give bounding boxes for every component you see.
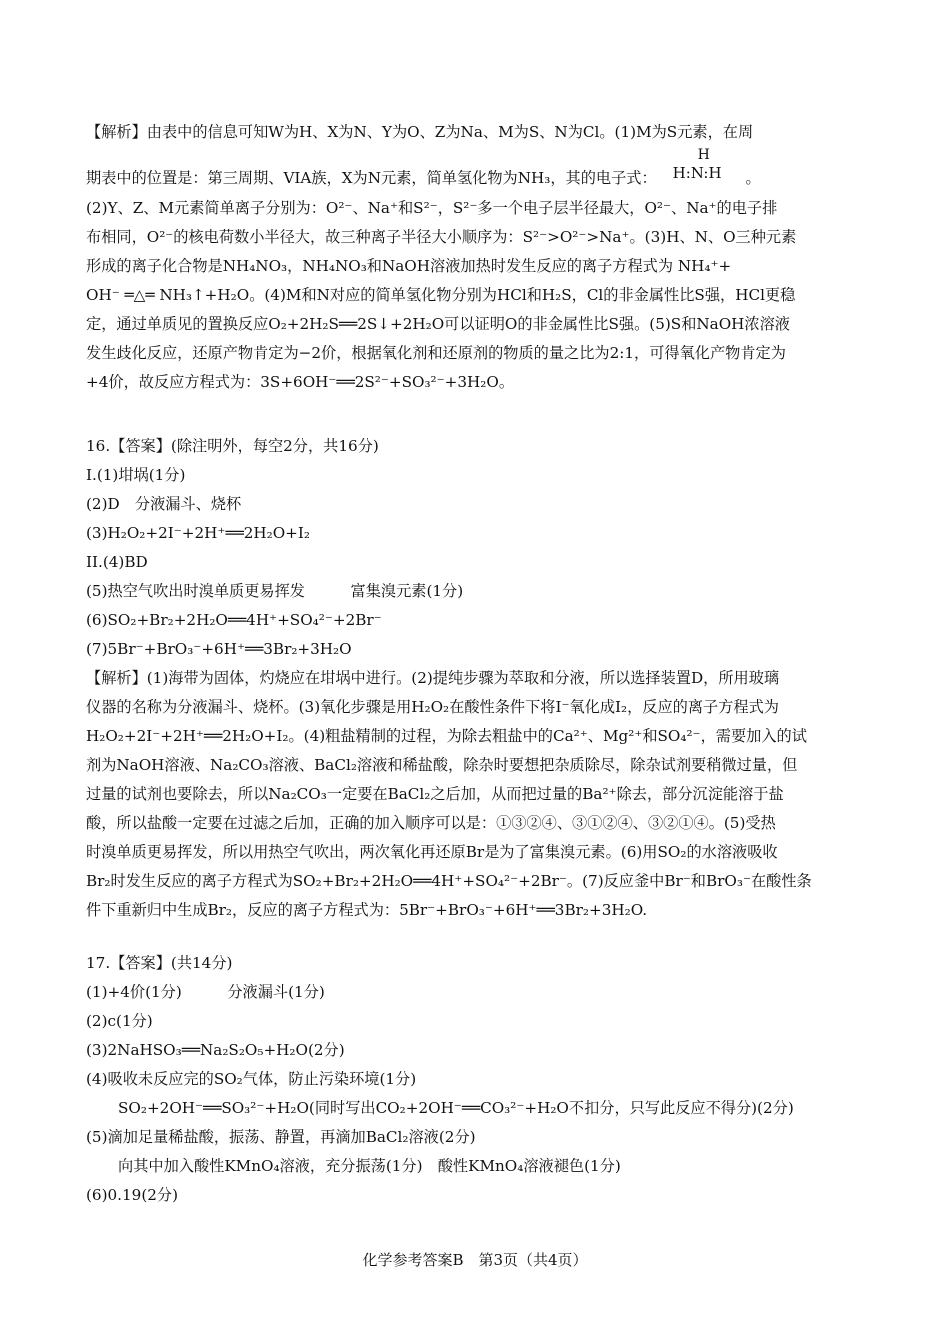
analysis-label: 【解析】 [86, 123, 147, 141]
analysis-15-line-7: 定，通过单质见的置换反应O₂+2H₂S══2S↓+2H₂O可以证明O的非金属性比S强。(5)S和NaOH浓溶液 [86, 314, 790, 333]
q16-analysis-line-1: 【解析】(1)海带为固体，灼烧应在坩埚中进行。(2)提纯步骤为萃取和分液，所以选择装置D，所用玻璃 [86, 669, 780, 687]
analysis-15-line-4: 布相同，O²⁻的核电荷数小半径大，故三种离子半径大小顺序为：S²⁻>O²⁻>Na⁺。(3)H、N、O三种元素 [86, 227, 797, 246]
analysis-15-line-1: 【解析】由表中的信息可知W为H、X为N、Y为O、Z为Na、M为S、N为Cl。(1)M为S元素，在周 [86, 123, 754, 141]
analysis-15-line-9: +4价，故反应方程式为：3S+6OH⁻══2S²⁻+SO₃²⁻+3H₂O。 [86, 372, 515, 391]
q16-analysis-line-3: H₂O₂+2I⁻+2H⁺══2H₂O+I₂。(4)粗盐精制的过程，为除去粗盐中的Ca²⁺、Mg²⁺和SO₄²⁻，需要加入的试 [86, 727, 807, 745]
electron-formula-top: H [697, 146, 710, 163]
analysis-15 [86, 118, 868, 397]
q16-answer-4: II.(4)BD [86, 553, 148, 571]
q17-answer-3: (3)2NaHSO₃══Na₂S₂O₅+H₂O(2分) [86, 1041, 345, 1059]
q16-answer-1: I.(1)坩埚(1分) [86, 466, 186, 484]
q16-analysis-line-7: 时溴单质更易挥发，所以用热空气吹出，两次氧化再还原Br是为了富集溴元素。(6)用SO₂的水溶液吸收 [86, 843, 778, 861]
q17-answer-5: (5)滴加足量稀盐酸，振荡、静置，再滴加BaCl₂溶液(2分) [86, 1128, 476, 1146]
q17-header: 17.【答案】(共14分) [86, 954, 233, 972]
q17-answer-6: (6)0.19(2分) [86, 1186, 179, 1204]
analysis-15-line-8: 发生歧化反应，还原产物肯定为−2价，根据氧化剂和还原剂的物质的量之比为2:1，可得氧化产物肯定为 [86, 343, 786, 362]
q17-answer-5b: 向其中加入酸性KMnO₄溶液，充分振荡(1分) 酸性KMnO₄溶液褪色(1分) [118, 1157, 621, 1175]
q16-answer-7: (7)5Br⁻+BrO₃⁻+6H⁺══3Br₂+3H₂O [86, 640, 352, 658]
page-footer: 化学参考答案B 第3页（共4页） [362, 1251, 588, 1269]
q17-answer-2: (2)c(1分) [86, 1012, 153, 1030]
q17-answer-4: (4)吸收未反应完的SO₂气体，防止污染环境(1分) [86, 1070, 417, 1088]
electron-formula: H H:N:H [673, 159, 722, 188]
q16-analysis-line-6: 酸，所以盐酸一定要在过滤之后加，正确的加入顺序可以是：①③②④、③①②④、③②①④。(5)受热 [86, 814, 776, 832]
question-17 [86, 949, 868, 1210]
q16-answer-2: (2)D 分液漏斗、烧杯 [86, 495, 242, 513]
q16-header: 16.【答案】(除注明外，每空2分，共16分) [86, 437, 379, 455]
q16-answer-5: (5)热空气吹出时溴单质更易挥发 富集溴元素(1分) [86, 582, 464, 600]
q16-analysis-line-9: 件下重新归中生成Br₂，反应的离子方程式为：5Br⁻+BrO₃⁻+6H⁺══3Br₂+3H₂O. [86, 901, 648, 919]
q16-analysis-line-5: 过量的试剂也要除去，所以Na₂CO₃一定要在BaCl₂之后加，从而把过量的Ba²⁺除去，部分沉淀能溶于盐 [86, 785, 784, 803]
q17-answer-1: (1)+4价(1分) 分液漏斗(1分) [86, 983, 325, 1001]
q16-analysis-line-2: 仪器的名称为分液漏斗、烧杯。(3)氧化步骤是用H₂O₂在酸性条件下将I⁻氧化成I₂，反应的离子方程式为 [86, 698, 779, 716]
analysis-15-line-6: OH⁻ ═△═ NH₃↑+H₂O。(4)M和N对应的简单氢化物分别为HCl和H₂S，Cl的非金属性比S强，HCl更稳 [86, 285, 796, 304]
q17-answer-4b: SO₂+2OH⁻══SO₃²⁻+H₂O(同时写出CO₂+2OH⁻══CO₃²⁻+H₂O不扣分，只写此反应不得分)(2分) [118, 1099, 794, 1117]
q16-answer-3: (3)H₂O₂+2I⁻+2H⁺══2H₂O+I₂ [86, 524, 310, 542]
analysis-15-line-3: (2)Y、Z、M元素简单离子分别为：O²⁻、Na⁺和S²⁻，S²⁻多一个电子层半径最大，O²⁻、Na⁺的电子排 [86, 198, 778, 217]
analysis-15-line-2: 期表中的位置是：第三周期、VIA族，X为N元素，简单氢化物为NH₃，其的电子式： H H:N:H 。 [86, 164, 868, 194]
analysis-15-line-5: 形成的离子化合物是NH₄NO₃，NH₄NO₃和NaOH溶液加热时发生反应的离子方程式为 NH₄⁺+ [86, 256, 732, 275]
question-16 [86, 432, 868, 925]
q16-analysis-line-4: 剂为NaOH溶液、Na₂CO₃溶液、BaCl₂溶液和稀盐酸，除杂时要想把杂质除尽，除杂试剂要稍微过量，但 [86, 756, 798, 774]
q16-analysis-line-8: Br₂时发生反应的离子方程式为SO₂+Br₂+2H₂O══4H⁺+SO₄²⁻+2Br⁻。(7)反应釜中Br⁻和BrO₃⁻在酸性条 [86, 872, 812, 890]
q16-answer-6: (6)SO₂+Br₂+2H₂O══4H⁺+SO₄²⁻+2Br⁻ [86, 611, 382, 629]
